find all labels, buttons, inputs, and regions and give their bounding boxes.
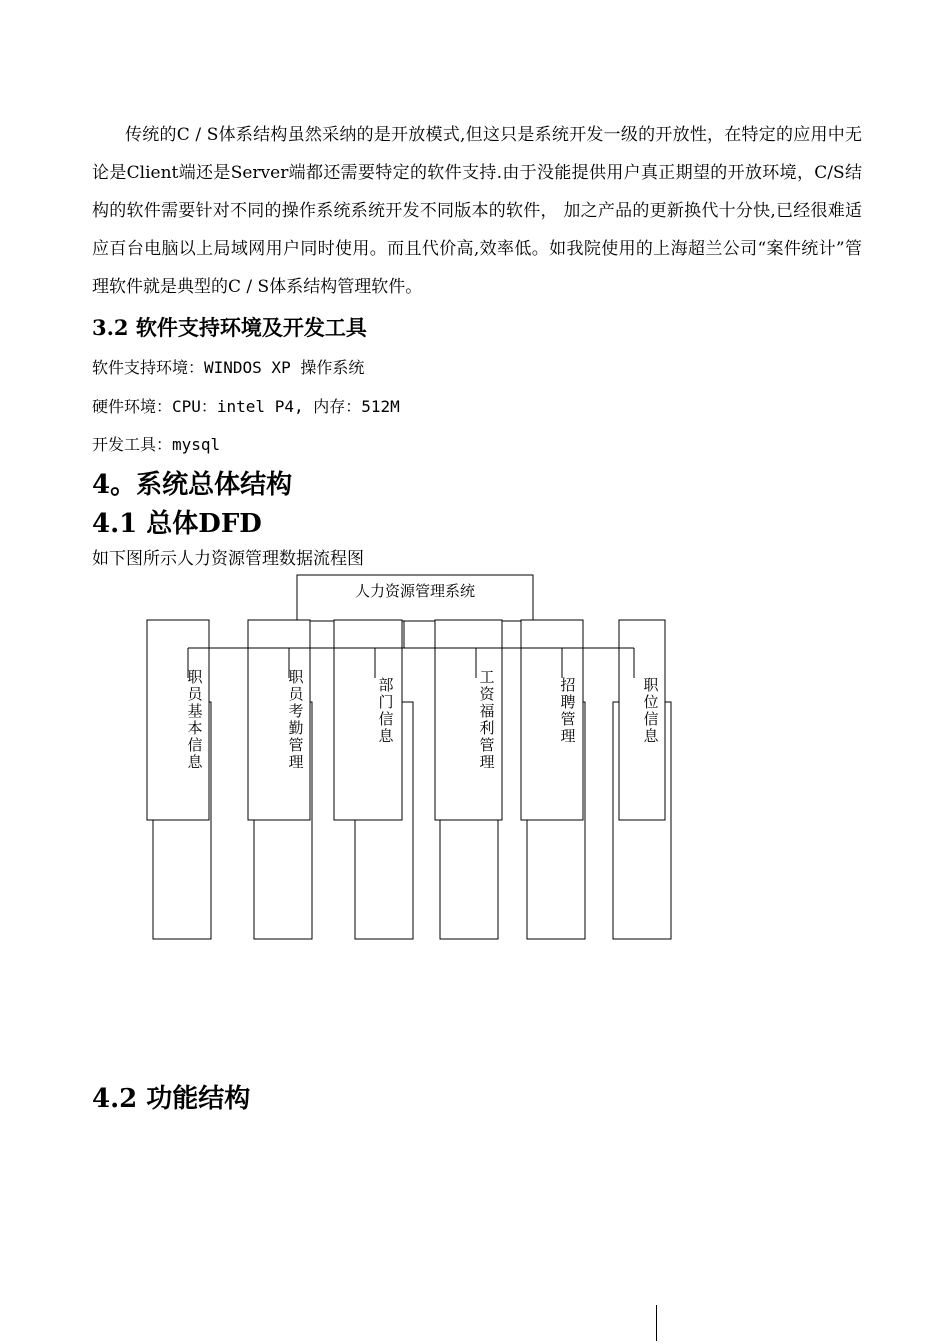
root-label: 人力资源管理系统 [354, 582, 476, 600]
figure-caption: 如下图所示人力资源管理数据流程图 [92, 549, 364, 569]
body-paragraph: 传统的C / S体系结构虽然采纳的是开放模式,但这只是系统开发一级的开放性，在特定的应用中无论是Client端还是Server端都还需要特定的软件支持.由于没能提供用户真正期望的开放环境，C/S结构的软件需要针对不同的操作系统系统开发不同版本的软件， 加之产品的更新换代十分快,已经很难适应百台电脑以上局域网用户同时使用。而且代价高,效率低。如我院使用的上海超兰公司“案件统计”管理软件就是典型的C / S体系结构管理软件。 [92, 125, 862, 297]
dfd-diagram [0, 560, 950, 960]
heading-4: 4。系统总体结构 [92, 470, 293, 500]
child-label-4: 工资福利管理 [479, 668, 495, 771]
child-label-6: 职位信息 [643, 676, 659, 745]
heading-4-2: 4.2 功能结构 [92, 1084, 251, 1114]
child-label-5: 招聘管理 [560, 676, 576, 745]
heading-4-1: 4.1 总体DFD [92, 509, 262, 539]
page-edge-mark [656, 1305, 657, 1341]
child-label-2: 职员考勤管理 [288, 668, 304, 771]
hardware-env-line: 硬件环境：CPU：intel P4, 内存：512M [92, 397, 400, 416]
software-env-line: 软件支持环境：WINDOS XP 操作系统 [92, 358, 365, 377]
child-label-3: 部门信息 [378, 676, 394, 745]
heading-3-2: 3.2 软件支持环境及开发工具 [92, 315, 367, 340]
child-label-1: 职员基本信息 [187, 668, 203, 771]
dev-tools-line: 开发工具：mysql [92, 435, 221, 454]
